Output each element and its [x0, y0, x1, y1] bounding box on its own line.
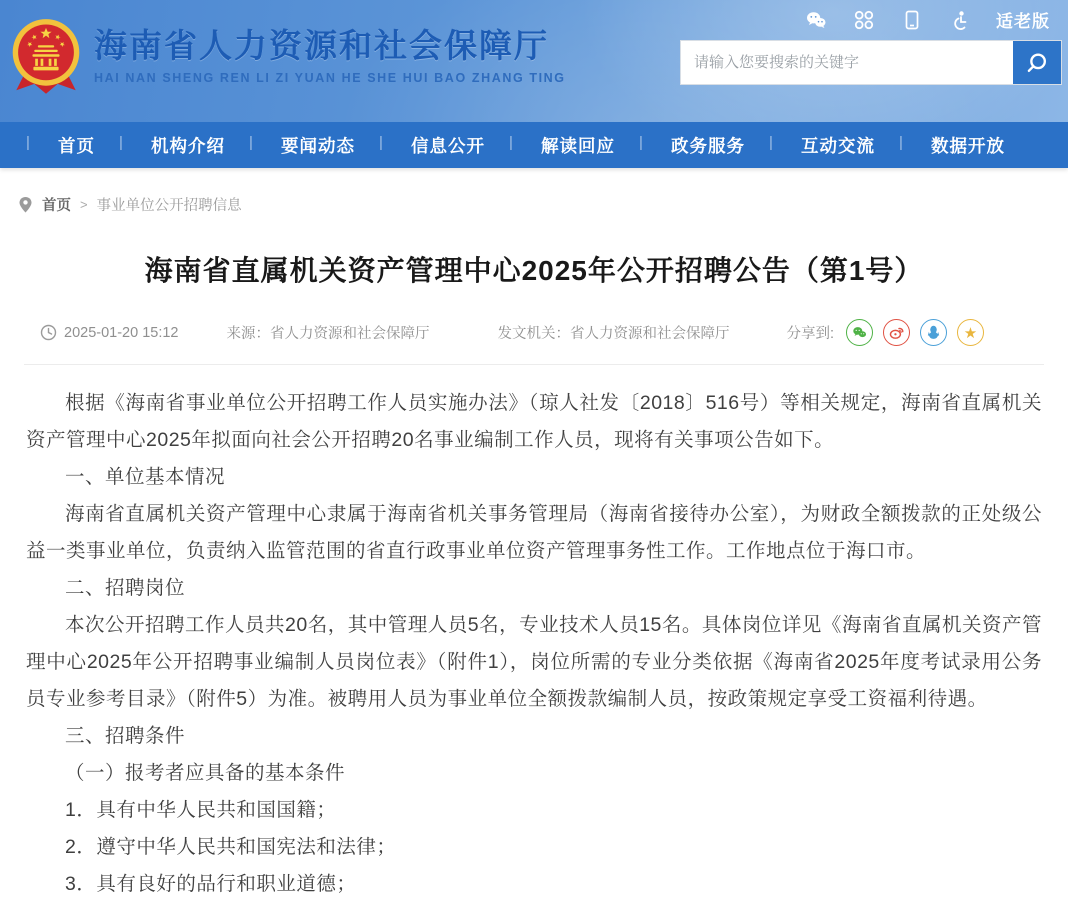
site-title-block	[94, 27, 566, 86]
clock-icon	[40, 324, 57, 341]
breadcrumb-home-link[interactable]: 首页	[42, 198, 71, 214]
site-title-pinyin: HAI NAN SHENG REN LI ZI YUAN HE SHE HUI BAO ZHANG TING	[94, 71, 566, 86]
search-bar	[680, 40, 1062, 85]
qq-share-icon[interactable]	[920, 319, 947, 346]
source-value: 省人力资源和社会保障厅	[270, 326, 430, 342]
search-icon	[1024, 50, 1050, 76]
article-title: 海南省直属机关资产管理中心2025年公开招聘公告（第1号）	[144, 255, 924, 286]
nav-item[interactable]: | 首页	[30, 133, 123, 158]
article-paragraph: 3．具有良好的品行和职业道德；	[65, 873, 357, 895]
location-pin-icon	[18, 196, 33, 214]
publish-date-block	[40, 324, 179, 341]
nav-item[interactable]: | 要闻动态	[253, 133, 383, 158]
article-paragraph: 2．遵守中华人民共和国宪法和法律；	[65, 836, 397, 858]
nav-item[interactable]: | 数据开放	[903, 133, 1033, 158]
nav-item[interactable]: | 互动交流	[773, 133, 903, 158]
mobile-icon[interactable]	[900, 8, 924, 32]
search-input[interactable]	[681, 41, 1013, 84]
share-label: 分享到:	[786, 326, 834, 342]
source-label: 来源：	[226, 326, 270, 342]
breadcrumb-separator: >	[80, 197, 88, 212]
article-paragraph: 三、招聘条件	[65, 725, 186, 747]
breadcrumb	[0, 168, 1068, 221]
weibo-share-icon[interactable]	[883, 319, 910, 346]
nav-item[interactable]: | 政务服务	[643, 133, 773, 158]
main-nav	[0, 122, 1068, 168]
issuer-value: 省人力资源和社会保障厅	[570, 326, 730, 342]
article-paragraph: 一、单位基本情况	[65, 466, 226, 488]
wechat-share-icon[interactable]	[846, 319, 873, 346]
utility-bar	[804, 7, 1050, 32]
article-paragraph: 根据《海南省事业单位公开招聘工作人员实施办法》（琼人社发〔2018〕516号）等相关规定，海南省直属机关资产管理中心2025年拟面向社会公开招聘20名事业编制工作人员，现将有关事项公告如下。	[26, 392, 1042, 451]
nav-item[interactable]: | 解读回应	[513, 133, 643, 158]
article-meta	[40, 319, 1044, 346]
source-block	[227, 322, 430, 343]
article-paragraph: 二、招聘岗位	[65, 577, 186, 599]
search-button[interactable]	[1013, 41, 1061, 84]
article-paragraph: 本次公开招聘工作人员共20名，其中管理人员5名，专业技术人员15名。具体岗位详见《海南省直属机关资产管理中心2025年公开招聘事业编制人员岗位表》（附件1），岗位所需的专业分类依据《海南省2025年度考试录用公务员专业参考目录》（附件5）为准。被聘用人员为事业单位全额拨款编制人员，按政策规定享受工资福利待遇。	[26, 614, 1042, 710]
share-block	[786, 319, 984, 346]
article-paragraph: 海南省直属机关资产管理中心隶属于海南省机关事务管理局（海南省接待办公室），为财政全额拨款的正处级公益一类事业单位，负责纳入监管范围的省直行政事业单位资产管理事务性工作。工作地点位于海口市。	[26, 503, 1042, 562]
qzone-share-icon[interactable]: ★	[957, 319, 984, 346]
accessibility-icon[interactable]	[948, 8, 972, 32]
issuer-label: 发文机关：	[497, 326, 570, 342]
publish-date: 2025-01-20 15:12	[64, 324, 179, 341]
site-logo-link[interactable]	[10, 16, 566, 96]
site-header	[0, 0, 1068, 122]
national-emblem-icon	[10, 16, 82, 96]
site-title: 海南省人力资源和社会保障厅	[94, 26, 549, 64]
issuer-block	[498, 322, 730, 343]
breadcrumb-current: 事业单位公开招聘信息	[96, 198, 242, 214]
nav-item[interactable]: | 信息公开	[383, 133, 513, 158]
article-paragraph: （一）报考者应具备的基本条件	[65, 762, 346, 784]
nav-item[interactable]: | 机构介绍	[123, 133, 253, 158]
app-matrix-icon[interactable]	[852, 8, 876, 32]
wechat-icon[interactable]	[804, 8, 828, 32]
elder-version-link[interactable]: 适老版	[996, 12, 1050, 31]
article-paragraph: 1．具有中华人民共和国国籍；	[65, 799, 337, 821]
article-body	[0, 365, 1068, 903]
nav-list	[0, 133, 1033, 158]
